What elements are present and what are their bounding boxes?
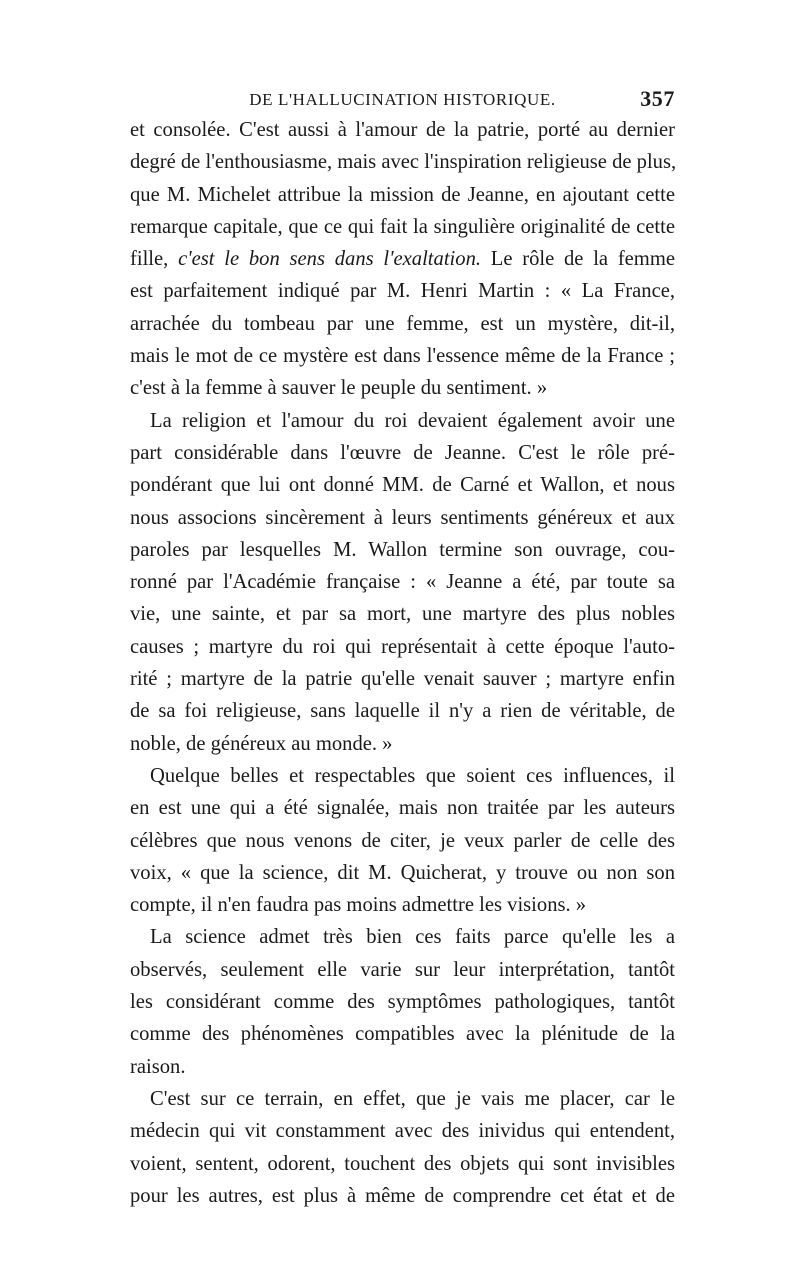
- text-line: vie, une sainte, et par sa mort, une martyre des plus nobles: [130, 603, 675, 626]
- text-line: pondérant que lui ont donné MM. de Carné et Wallon, et nous: [130, 474, 675, 497]
- text-line: degré de l'enthousiasme, mais avec l'inspiration religieuse de plus,: [130, 151, 677, 174]
- text-line: que M. Michelet attribue la mission de Jeanne, en ajoutant cette: [130, 183, 675, 206]
- text-line: paroles par lesquelles M. Wallon termine son ouvrage, cou-: [130, 538, 675, 561]
- italic-phrase: c'est le bon sens dans l'exaltation.: [178, 248, 482, 271]
- text-line: voient, sentent, odorent, touchent des objets qui sont invisibles: [130, 1152, 675, 1175]
- text-line: les considérant comme des symptômes pathologiques, tantôt: [130, 991, 675, 1014]
- text-line: compte, il n'en faudra pas moins admettre les visions. »: [130, 894, 587, 917]
- text-line: noble, de généreux au monde. »: [130, 732, 393, 755]
- text-line: rité ; martyre de la patrie qu'elle venait sauver ; martyre enfin: [130, 668, 675, 691]
- running-head: [130, 80, 675, 114]
- text-line: arrachée du tombeau par une femme, est un mystère, dit-il,: [130, 312, 675, 335]
- page-number: 357: [640, 86, 675, 111]
- text-line: causes ; martyre du roi qui représentait à cette époque l'auto-: [130, 635, 675, 658]
- text-line: raison.: [130, 1055, 186, 1078]
- running-title: DE L'HALLUCINATION HISTORIQUE.: [249, 90, 556, 109]
- text-line-with-italic: fille, c'est le bon sens dans l'exaltation. Le rôle de la femme: [130, 248, 675, 271]
- text-line: c'est à la femme à sauver le peuple du sentiment. »: [130, 377, 548, 400]
- text-line: ronné par l'Académie française : « Jeanne a été, par toute sa: [130, 571, 675, 594]
- text-line: nous associons sincèrement à leurs sentiments généreux et aux: [130, 506, 675, 529]
- text-line: est parfaitement indiqué par M. Henri Martin : « La France,: [130, 280, 675, 303]
- text-line: observés, seulement elle varie sur leur interprétation, tantôt: [130, 958, 675, 981]
- text-line: mais le mot de ce mystère est dans l'essence même de la France ;: [130, 345, 675, 368]
- paragraph-start-line: C'est sur ce terrain, en effet, que je vais me placer, car le: [150, 1087, 675, 1110]
- text-line: comme des phénomènes compatibles avec la plénitude de la: [130, 1023, 675, 1046]
- book-page: [130, 80, 675, 1212]
- text-line: de sa foi religieuse, sans laquelle il n'y a rien de véritable, de: [130, 700, 675, 723]
- text-line: voix, « que la science, dit M. Quicherat, y trouve ou non son: [130, 861, 675, 884]
- text-line: en est une qui a été signalée, mais non traitée par les auteurs: [130, 797, 675, 820]
- text-line: pour les autres, est plus à même de comprendre cet état et de: [130, 1184, 675, 1207]
- paragraph-start-line: Quelque belles et respectables que soient ces influences, il: [150, 764, 675, 787]
- text-line: et consolée. C'est aussi à l'amour de la patrie, porté au dernier: [130, 119, 675, 141]
- text-line: célèbres que nous venons de citer, je veux parler de celle des: [130, 829, 675, 852]
- body-text: [130, 114, 675, 1212]
- text-line: part considérable dans l'œuvre de Jeanne. C'est le rôle pré-: [130, 441, 675, 464]
- paragraph-start-line: La science admet très bien ces faits parce qu'elle les a: [150, 926, 675, 949]
- text-line: remarque capitale, que ce qui fait la singulière originalité de cette: [130, 215, 675, 238]
- text-line: médecin qui vit constamment avec des inividus qui entendent,: [130, 1120, 675, 1143]
- paragraph-start-line: La religion et l'amour du roi devaient également avoir une: [150, 409, 675, 432]
